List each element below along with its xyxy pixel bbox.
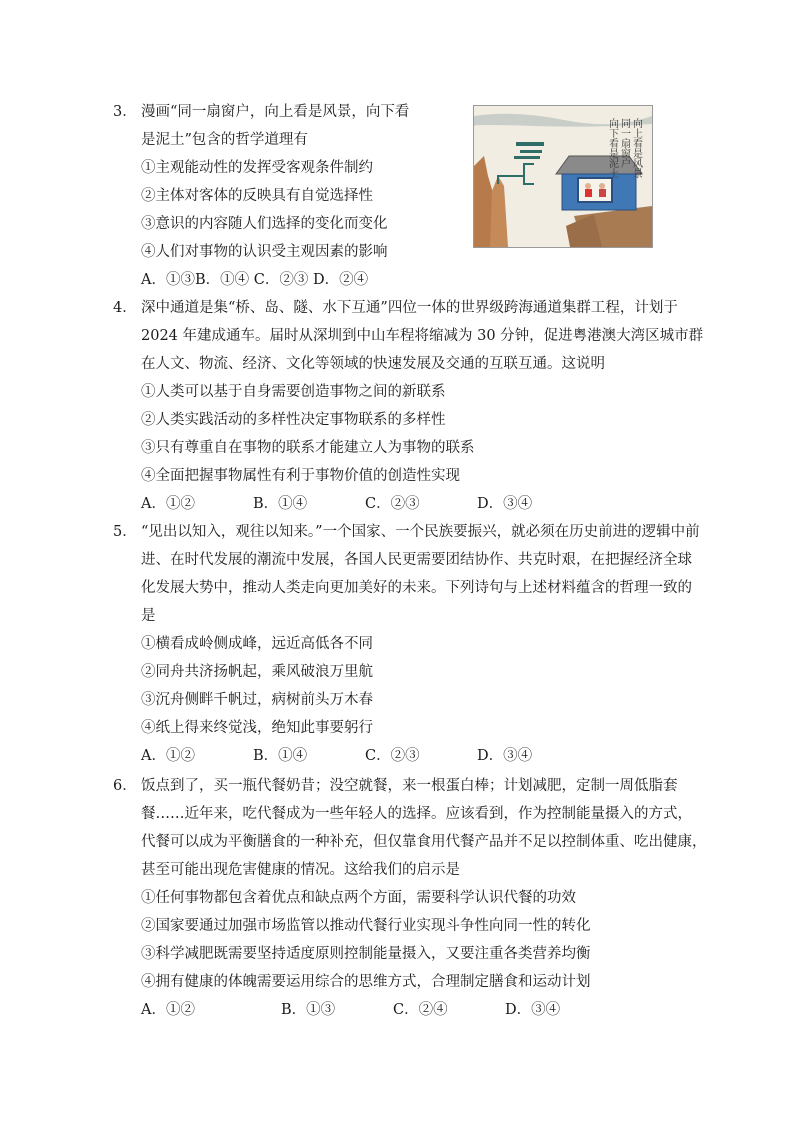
option: ②主体对客体的反映具有自觉选择性 — [141, 188, 373, 204]
option: ④人们对事物的认识受主观因素的影响 — [141, 244, 388, 260]
question-stem-line: 深中通道是集“桥、岛、隧、水下互通”四位一体的世界级跨海通道集群工程，计划于 — [141, 300, 678, 316]
answer-choices — [141, 998, 560, 1019]
option: ②国家要通过加强市场监管以推动代餐行业实现斗争性向同一性的转化 — [141, 918, 591, 934]
question-stem-line: 进、在时代发展的潮流中发展，各国人民更需要团结协作、共克时艰，在把握经济全球 — [141, 552, 692, 568]
question-stem-line: 是泥土”包含的哲学道理有 — [141, 132, 308, 148]
answer-a: A．①② — [141, 748, 195, 764]
answer-choices: A．①③B．①④ C．②③ D．②④ — [141, 272, 369, 288]
answer-c: C．②④ — [393, 1002, 448, 1018]
answer-c: C．②③ — [365, 496, 420, 512]
answer-choices — [141, 744, 532, 765]
answer-c: C．②③ — [365, 748, 420, 764]
option: ①主观能动性的发挥受客观条件制约 — [141, 160, 373, 176]
question-stem-line: 化发展大势中，推动人类走向更加美好的未来。下列诗句与上述材料蕴含的哲理一致的 — [141, 580, 692, 596]
question-stem-line: 在人文、物流、经济、文化等领域的快速发展及交通的互联互通。这说明 — [141, 356, 605, 372]
option: ④全面把握事物属性有利于事物价值的创造性实现 — [141, 468, 460, 484]
option: ①人类可以基于自身需要创造事物之间的新联系 — [141, 384, 446, 400]
question-stem-line: 代餐可以成为平衡膳食的一种补充，但仅靠食用代餐产品并不足以控制体重、吃出健康， — [141, 834, 707, 850]
option: ④纸上得来终觉浅，绝知此事要躬行 — [141, 720, 373, 736]
question-number: 4． — [113, 300, 137, 316]
answer-d: D．③④ — [477, 748, 533, 764]
answer-b: B．①④ — [253, 748, 308, 764]
question-stem-line: 漫画“同一扇窗户，向上看是风景，向下看 — [141, 104, 410, 120]
answer-b: B．①④ — [253, 496, 308, 512]
option: ③只有尊重自在事物的联系才能建立人为事物的联系 — [141, 440, 475, 456]
question-stem-line: “见出以知入，观往以知来。”一个国家、一个民族要振兴，就必须在历史前进的逻辑中前 — [141, 524, 700, 540]
question-stem-line: 饭点到了，买一瓶代餐奶昔；没空就餐，来一根蛋白棒；计划减肥，定制一周低脂套 — [141, 778, 678, 794]
option: ③沉舟侧畔千帆过，病树前头万木春 — [141, 692, 373, 708]
question-number: 6． — [113, 778, 137, 794]
question-stem-line: 2024 年建成通车。届时从深圳到中山车程将缩减为 30 分钟，促进粤港澳大湾区城市群 — [141, 328, 704, 344]
answer-b: B．①③ — [281, 1002, 336, 1018]
cartoon-caption: 向上看是风景 — [630, 118, 642, 178]
answer-a: A．①② — [141, 1002, 195, 1018]
option: ③科学减肥既需要坚持适度原则控制能量摄入，又要注重各类营养均衡 — [141, 946, 591, 962]
cartoon-caption: 同一扇窗户 — [618, 118, 630, 168]
question-number: 3． — [113, 104, 137, 120]
option: ③意识的内容随人们选择的变化而变化 — [141, 216, 388, 232]
cartoon-caption: 向下看是泥土 — [606, 118, 618, 178]
option: ④拥有健康的体魄需要运用综合的思维方式，合理制定膳食和运动计划 — [141, 974, 591, 990]
option: ①任何事物都包含着优点和缺点两个方面，需要科学认识代餐的功效 — [141, 890, 576, 906]
cartoon-image — [473, 105, 653, 248]
option: ②同舟共济扬帆起，乘风破浪万里航 — [141, 664, 373, 680]
question-stem-line: 甚至可能出现危害健康的情况。这给我们的启示是 — [141, 862, 460, 878]
answer-d: D．③④ — [505, 1002, 561, 1018]
answer-choices — [141, 492, 532, 513]
question-stem-line: 餐……近年来，吃代餐成为一些年轻人的选择。应该看到，作为控制能量摄入的方式， — [141, 806, 692, 822]
option: ②人类实践活动的多样性决定事物联系的多样性 — [141, 412, 446, 428]
answer-a: A．①② — [141, 496, 195, 512]
option: ①横看成岭侧成峰，远近高低各不同 — [141, 636, 373, 652]
answer-d: D．③④ — [477, 496, 533, 512]
question-number: 5． — [113, 524, 137, 540]
question-stem-line: 是 — [141, 608, 156, 624]
